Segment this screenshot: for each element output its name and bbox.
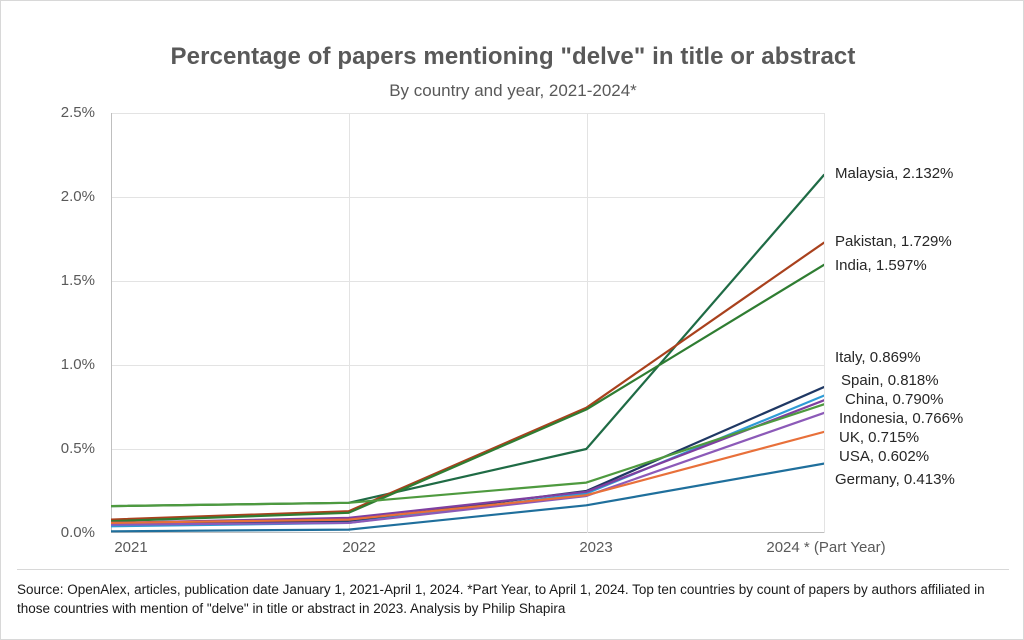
series-label-italy: Italy, 0.869%	[835, 349, 921, 366]
series-label-malaysia: Malaysia, 2.132%	[835, 165, 954, 182]
chart-subtitle: By country and year, 2021-2024*	[389, 81, 637, 100]
y-tick-3: 1.5%	[60, 272, 95, 289]
series-label-spain: Spain, 0.818%	[841, 372, 939, 389]
line-pakistan	[111, 243, 824, 520]
series-label-china: China, 0.790%	[845, 391, 944, 408]
y-tick-0: 0.0%	[60, 524, 95, 541]
y-tick-2: 1.0%	[60, 356, 95, 373]
series-lines	[111, 113, 824, 533]
series-label-indonesia: Indonesia, 0.766%	[839, 410, 964, 427]
series-label-germany: Germany, 0.413%	[835, 471, 955, 488]
line-malaysia	[111, 175, 824, 506]
chart-title: Percentage of papers mentioning "delve" in title or abstract	[170, 43, 856, 70]
x-tick-2021: 2021	[114, 539, 148, 556]
chart-footnote: Source: OpenAlex, articles, publication date January 1, 2021-April 1, 2024. *Part Year, to April 1, 2024. Top ten countries by count of papers by authors affiliated in those countries with mention of "delve" in title or abstract in 2023. Analysis by Philip Shapira	[17, 569, 1009, 618]
x-tick-2024: 2024 * (Part Year)	[766, 539, 886, 556]
series-label-usa: USA, 0.602%	[839, 448, 930, 465]
y-tick-5: 2.5%	[60, 104, 95, 121]
series-label-pakistan: Pakistan, 1.729%	[835, 233, 952, 250]
y-tick-1: 0.5%	[60, 440, 95, 457]
x-tick-2022: 2022	[342, 539, 376, 556]
x-tick-2023: 2023	[579, 539, 613, 556]
vgridline-2024	[824, 113, 825, 533]
y-tick-4: 2.0%	[60, 188, 95, 205]
line-indonesia	[111, 404, 824, 506]
series-label-india: India, 1.597%	[835, 257, 927, 274]
series-label-uk: UK, 0.715%	[839, 429, 920, 446]
